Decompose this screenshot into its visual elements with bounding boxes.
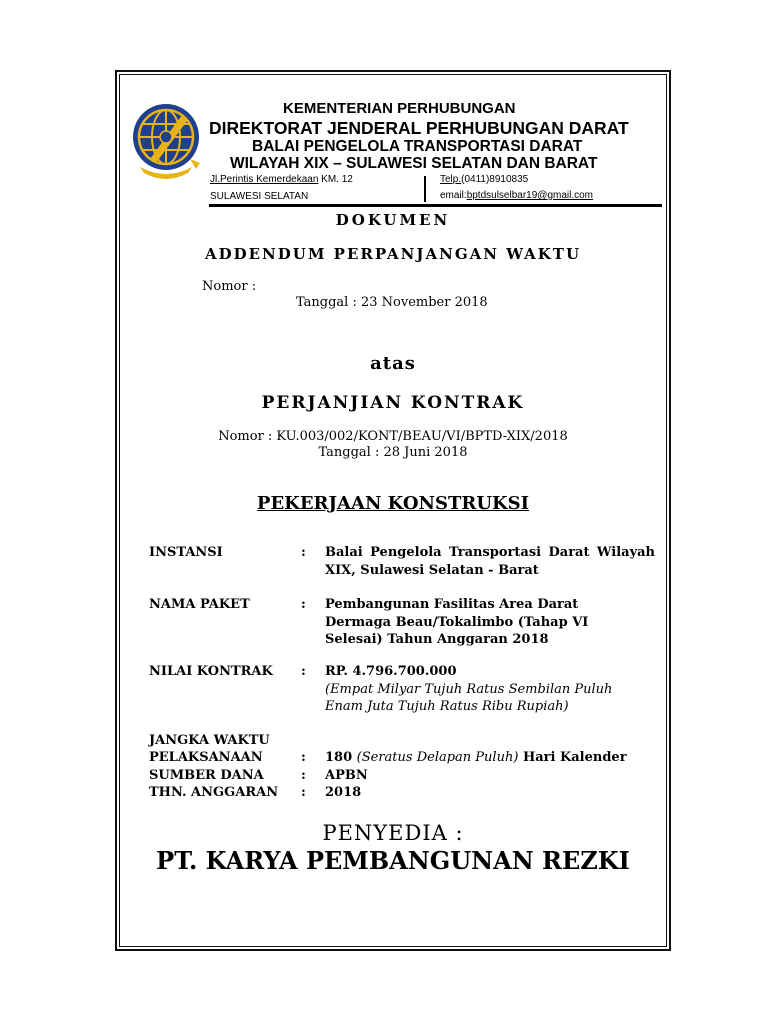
ministry-emblem-icon [130,99,206,181]
ministry-name: KEMENTERIAN PERHUBUNGAN [283,100,516,117]
letterhead-rule [209,204,662,207]
contract-number: Nomor : KU.003/002/KONT/BEAU/VI/BPTD-XIX/2018 [218,429,568,444]
nilai-kontrak-words: (Empat Milyar Tujuh Ratus Sembilan Puluh Enam Juta Tujuh Ratus Ribu Rupiah) [325,681,613,714]
thn-anggaran-value: 2018 [325,785,362,800]
work-type-heading: PEKERJAAN KONSTRUKSI [256,493,530,514]
provider-label: PENYEDIA : [322,821,464,845]
nama-paket-colon: : [301,597,306,612]
pelaksanaan-label: PELAKSANAAN [149,750,263,765]
jangka-waktu-colon: : [301,750,306,765]
address-divider [424,176,426,202]
addendum-date: Tanggal : 23 November 2018 [296,295,488,310]
contract-date: Tanggal : 28 Juni 2018 [318,445,468,460]
phone-number: Telp.(0411)8910835 [440,174,529,185]
document-heading: DOKUMEN [335,211,451,229]
nilai-kontrak-value [325,663,655,716]
contract-title: PERJANJIAN KONTRAK [261,393,525,413]
atas-label: atas [370,353,416,374]
nilai-kontrak-label: NILAI KONTRAK [149,664,273,679]
nilai-kontrak-amount: RP. 4.796.700.000 [325,664,457,679]
sumber-dana-colon: : [301,768,306,783]
email-address: email:bptdsulselbar19@gmail.com [440,190,594,201]
nama-paket-value: Pembangunan Fasilitas Area Darat Dermaga Beau/Tokalimbo (Tahap VI Selesai) Tahun Anggaran 2018 [325,597,589,647]
jangka-waktu-value: 180 (Seratus Delapan Puluh) Hari Kalender [325,750,627,765]
addendum-number: Nomor : [202,279,257,294]
address-region: SULAWESI SELATAN [210,191,309,202]
instansi-value: Balai Pengelola Transportasi Darat Wilayah XIX, Sulawesi Selatan - Barat [325,545,655,578]
directorate-name: DIREKTORAT JENDERAL PERHUBUNGAN DARAT [209,118,629,138]
address-street: Jl.Perintis Kemerdekaan KM. 12 [210,174,353,185]
sumber-dana-value: APBN [325,768,368,783]
thn-anggaran-colon: : [301,785,306,800]
provider-name: PT. KARYA PEMBANGUNAN REZKI [156,846,630,875]
nilai-kontrak-colon: : [301,664,306,679]
nama-paket-label: NAMA PAKET [149,597,250,612]
instansi-colon: : [301,545,306,560]
region-name: WILAYAH XIX – SULAWESI SELATAN DAN BARAT [230,155,598,172]
jangka-waktu-label: JANGKA WAKTU [149,733,270,748]
agency-name: BALAI PENGELOLA TRANSPORTASI DARAT [252,138,583,155]
instansi-label: INSTANSI [149,545,223,560]
document-title: ADDENDUM PERPANJANGAN WAKTU [204,245,582,263]
sumber-dana-label: SUMBER DANA [149,768,264,783]
thn-anggaran-label: THN. ANGGARAN [149,785,279,800]
